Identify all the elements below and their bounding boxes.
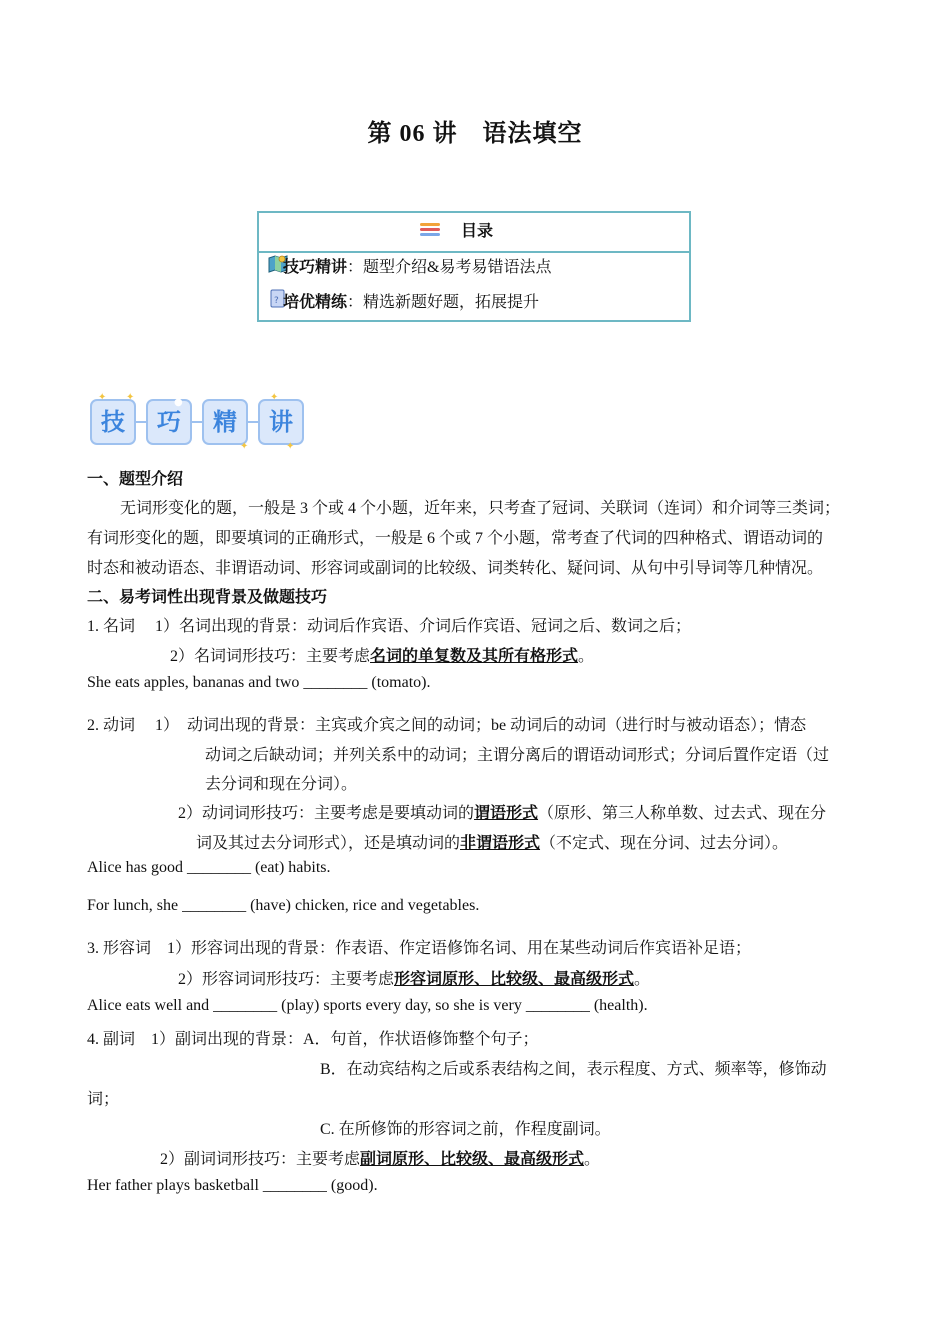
text: 2）名词词形技巧：主要考虑 <box>170 648 371 665</box>
text: 。 <box>584 1151 601 1168</box>
text: 2）动词词形技巧：主要考虑是要填动词的 <box>178 805 475 822</box>
adj-technique <box>178 966 650 989</box>
badge-char: 巧 <box>146 399 192 445</box>
verb-example: For lunch, she ________ (have) chicken, rice and vegetables. <box>87 897 480 914</box>
paragraph-line: 无词形变化的题，一般是 3 个或 4 个小题，近年来，只考查了冠词、关联词（连词）和介词等三类词； <box>120 500 841 517</box>
badge-char: 技 <box>90 399 136 445</box>
verb-background: 2. 动词 1） 动词出现的背景：主宾或介宾之间的动词；be 动词后的动词（进行时与被动语态）；情态 <box>87 717 807 734</box>
toc-item-2[interactable] <box>283 289 539 312</box>
verb-example: Alice has good ________ (eat) habits. <box>87 859 331 876</box>
verb-technique-cont <box>196 830 788 853</box>
key-point: 非谓语形式 <box>460 835 541 852</box>
sparkle-icon: ✦ <box>126 392 135 403</box>
text: （原形、第三人称单数、过去式、现在分 <box>538 805 827 822</box>
toc-item-1-text: ：题型介绍&易考易错语法点 <box>347 259 552 276</box>
text: 。 <box>578 648 595 665</box>
paragraph-line: 时态和被动语态、非谓语动词、形容词或副词的比较级、词类转化、疑问词、从句中引导词等几种情况。 <box>87 560 824 577</box>
noun-example: She eats apples, bananas and two ________ (tomato). <box>87 674 431 691</box>
adv-background-cont: C. 在所修饰的形容词之前，作程度副词。 <box>320 1121 611 1138</box>
adj-background: 3. 形容词 1）形容词出现的背景：作表语、作定语修饰名词、用在某些动词后作宾语补足语； <box>87 940 752 957</box>
verb-technique <box>178 800 826 823</box>
key-point: 名词的单复数及其所有格形式 <box>370 648 579 665</box>
toc-item-2-label: 培优精练 <box>283 294 348 311</box>
text: 词及其过去分词形式），还是填动词的 <box>196 835 461 852</box>
sparkle-icon: ✦ <box>240 441 249 452</box>
key-point: 副词原形、比较级、最高级形式 <box>360 1151 585 1168</box>
verb-background-cont: 动词之后缺动词；并列关系中的动词；主谓分离后的谓语动词形式；分词后置作定语（过 <box>205 747 830 764</box>
adv-example: Her father plays basketball ________ (good). <box>87 1177 378 1194</box>
adv-technique <box>160 1146 600 1169</box>
text: 2）副词词形技巧：主要考虑 <box>160 1151 361 1168</box>
adv-background: 4. 副词 1）副词出现的背景：A．句首，作状语修饰整个句子； <box>87 1031 539 1048</box>
paragraph-line: 有词形变化的题，即要填词的正确形式，一般是 6 个或 7 个小题，常考查了代词的四种格式、谓语动词的 <box>87 530 824 547</box>
section-badge <box>90 392 310 452</box>
text: （不定式、现在分词、过去分词）。 <box>540 835 789 852</box>
toc-heading: 目录 <box>461 223 494 240</box>
adv-background-cont: B．在动宾结构之后或系表结构之间，表示程度、方式、频率等，修饰动 <box>320 1061 827 1078</box>
sparkle-icon: ✦ <box>286 441 295 452</box>
key-point: 谓语形式 <box>474 805 539 822</box>
section-1-heading: 一、题型介绍 <box>87 471 184 488</box>
text: 2）形容词词形技巧：主要考虑 <box>178 971 395 988</box>
list-icon <box>420 223 440 239</box>
adv-background-cont: 词； <box>87 1091 120 1108</box>
svg-text:?: ? <box>274 296 279 306</box>
toc-item-1[interactable] <box>283 254 551 277</box>
page-title: 第 06 讲 语法填空 <box>367 121 583 147</box>
noun-technique <box>170 643 594 666</box>
section-2-heading: 二、易考词性出现背景及做题技巧 <box>87 589 328 606</box>
badge-char: 讲 <box>258 399 304 445</box>
text: 。 <box>634 971 651 988</box>
sparkle-icon: ✦ <box>270 392 279 403</box>
toc-header <box>259 213 689 253</box>
key-point: 形容词原形、比较级、最高级形式 <box>394 971 635 988</box>
verb-background-cont: 去分词和现在分词）。 <box>205 776 358 793</box>
toc-item-2-text: ：精选新题好题，拓展提升 <box>347 294 540 311</box>
badge-char: 精 <box>202 399 248 445</box>
sparkle-icon: ● <box>174 397 183 408</box>
noun-background: 1. 名词 1）名词出现的背景：动词后作宾语、介词后作宾语、冠词之后、数词之后； <box>87 618 692 635</box>
toc-item-1-label: 技巧精讲 <box>283 259 348 276</box>
adj-example: Alice eats well and ________ (play) sports every day, so she is very ________ (health). <box>87 997 648 1014</box>
sparkle-icon: ✦ <box>98 392 107 403</box>
